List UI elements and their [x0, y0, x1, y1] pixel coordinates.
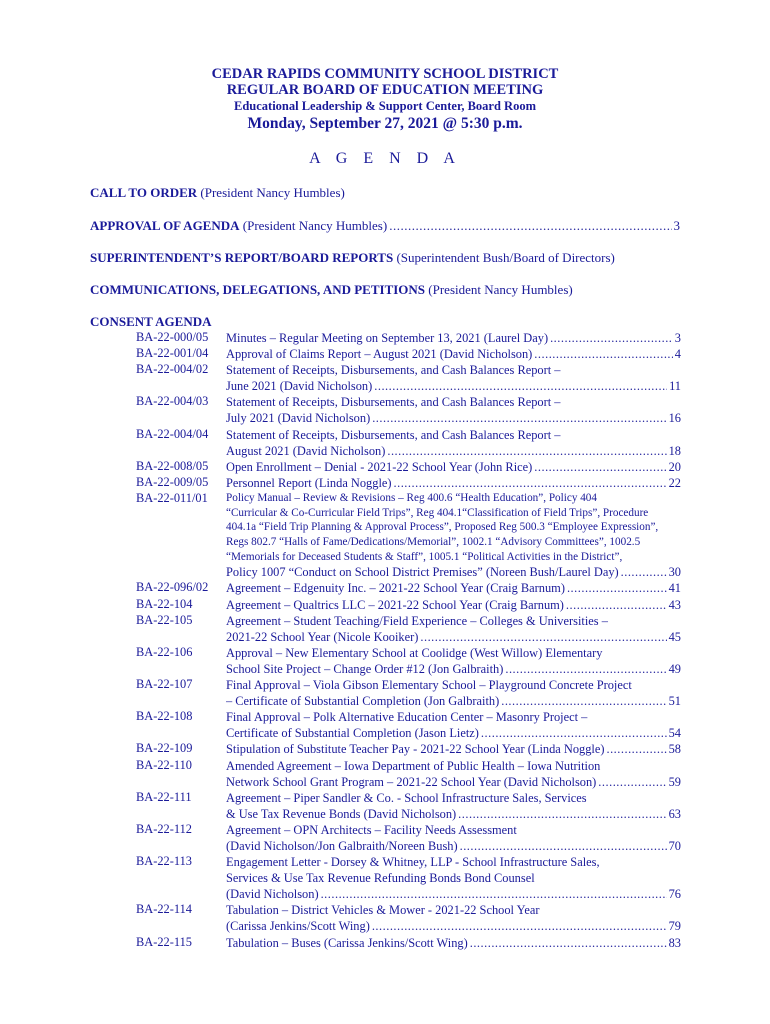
item-last-line	[226, 774, 681, 790]
item-text-line: Tabulation – District Vehicles & Mower - 2021-22 School Year	[226, 903, 540, 918]
item-description	[226, 427, 681, 459]
item-text-line: Statement of Receipts, Disbursements, and Cash Balances Report –	[226, 363, 561, 378]
item-text: (David Nicholson/Jon Galbraith/Noreen Bush)	[226, 838, 458, 853]
dot-leader	[470, 935, 667, 951]
item-code: BA-22-110	[136, 757, 192, 772]
item-text: (David Nicholson)	[226, 887, 319, 902]
item-text: Open Enrollment – Denial - 2021-22 School Year (John Rice)	[226, 459, 533, 474]
dot-leader	[606, 741, 666, 757]
item-code: BA-22-111	[136, 789, 192, 804]
item-text-line: Agreement – Piper Sandler & Co. - School Infrastructure Sales, Services	[226, 790, 587, 805]
item-text-line: Services & Use Tax Revenue Refunding Bonds Bond Counsel	[226, 871, 535, 886]
consent-item	[136, 459, 681, 475]
item-text: & Use Tax Revenue Bonds (David Nicholson)	[226, 806, 457, 821]
item-text-line: Agreement – Student Teaching/Field Experience – Colleges & Universities –	[226, 613, 608, 628]
item-description	[226, 854, 681, 902]
item-last-line	[226, 661, 681, 677]
item-text-line: Final Approval – Polk Alternative Education Center – Masonry Project –	[226, 710, 588, 725]
page-number: 22	[668, 475, 681, 490]
item-last-line	[226, 459, 681, 475]
item-text-line: 404.1a “Field Trip Planning & Approval Process”, Proposed Reg 500.3 “Employee Expression”,	[226, 521, 659, 534]
dot-leader	[387, 443, 666, 459]
consent-agenda-list	[136, 330, 681, 951]
section-label: APPROVAL OF AGENDA	[90, 218, 240, 233]
item-text-line: Amended Agreement – Iowa Department of Public Health – Iowa Nutrition	[226, 758, 601, 773]
item-code: BA-22-113	[136, 854, 192, 869]
item-description	[226, 935, 681, 951]
item-last-line	[226, 725, 681, 741]
page-number: 4	[674, 347, 681, 362]
item-text: 2021-22 School Year (Nicole Kooiker)	[226, 629, 419, 644]
item-code: BA-22-104	[136, 596, 193, 611]
item-text-line: Regs 802.7 “Halls of Fame/Dedications/Memorial”, 1002.1 “Advisory Committees”, 1002.5	[226, 536, 641, 548]
item-description	[226, 346, 681, 362]
dot-leader	[458, 806, 666, 822]
item-last-line	[226, 806, 681, 822]
item-text-line: Statement of Receipts, Disbursements, and Cash Balances Report –	[226, 427, 561, 442]
consent-item	[136, 645, 681, 677]
item-text: June 2021 (David Nicholson)	[226, 379, 373, 394]
dot-leader	[321, 886, 667, 902]
item-description	[226, 822, 681, 854]
dot-leader	[372, 918, 667, 934]
item-text: Minutes – Regular Meeting on September 13, 2021 (Laurel Day)	[226, 331, 549, 345]
dot-leader	[374, 378, 667, 394]
dot-leader	[501, 693, 666, 709]
dot-leader	[534, 346, 673, 362]
item-text-line: Engagement Letter - Dorsey & Whitney, LLP - School Infrastructure Sales,	[226, 855, 600, 870]
section-label: SUPERINTENDENT’S REPORT/BOARD REPORTS	[90, 250, 394, 265]
item-last-line	[226, 564, 681, 580]
section-presenter: (President Nancy Humbles)	[242, 218, 388, 233]
page-number: 59	[668, 774, 681, 789]
item-description	[226, 394, 681, 426]
page-number: 16	[668, 411, 681, 426]
consent-item	[136, 362, 681, 394]
item-description	[226, 790, 681, 822]
consent-item	[136, 597, 681, 613]
consent-item	[136, 758, 681, 790]
page-number: 70	[668, 838, 681, 853]
item-code: BA-22-108	[136, 709, 193, 724]
dot-leader	[372, 410, 666, 426]
item-last-line	[226, 935, 681, 951]
page-number: 83	[668, 935, 681, 950]
item-description	[226, 475, 681, 491]
item-description	[226, 758, 681, 790]
dot-leader	[550, 330, 673, 346]
dot-leader	[481, 725, 667, 741]
consent-item	[136, 491, 681, 581]
dot-leader	[566, 597, 667, 613]
item-last-line	[226, 330, 681, 346]
item-description	[226, 613, 681, 645]
consent-item	[136, 790, 681, 822]
page-number: 43	[668, 597, 681, 612]
page-number: 11	[669, 379, 681, 394]
item-description	[226, 902, 681, 934]
item-text: Approval of Claims Report – August 2021 (David Nicholson)	[226, 347, 533, 362]
item-text: August 2021 (David Nicholson)	[226, 443, 386, 458]
consent-item	[136, 475, 681, 491]
item-text-line: Final Approval – Viola Gibson Elementary School – Playground Concrete Project	[226, 678, 632, 693]
item-code: BA-22-004/04	[136, 426, 209, 441]
item-text-line: Policy Manual – Review & Revisions – Reg 400.6 “Health Education”, Policy 404	[226, 491, 597, 504]
page-number: 20	[668, 459, 681, 474]
dot-leader	[460, 838, 667, 854]
consent-item	[136, 346, 681, 362]
consent-item	[136, 330, 681, 346]
item-last-line	[226, 629, 681, 645]
item-code: BA-22-114	[136, 902, 192, 917]
dot-leader	[505, 661, 666, 677]
consent-item	[136, 427, 681, 459]
item-description	[226, 330, 681, 346]
item-last-line	[226, 378, 681, 394]
consent-item	[136, 854, 681, 902]
item-description	[226, 459, 681, 475]
item-last-line	[226, 443, 681, 459]
item-text-line: Agreement – OPN Architects – Facility Needs Assessment	[226, 822, 517, 837]
call-to-order	[90, 185, 680, 201]
meeting-datetime: Monday, September 27, 2021 @ 5:30 p.m.	[247, 115, 523, 132]
item-description	[226, 597, 681, 613]
page-number: 3	[673, 218, 680, 233]
item-description	[226, 645, 681, 677]
item-last-line	[226, 346, 681, 362]
item-text: (Carissa Jenkins/Scott Wing)	[226, 919, 370, 934]
dot-leader	[621, 564, 667, 580]
consent-item	[136, 822, 681, 854]
item-text: Agreement – Qualtrics LLC – 2021-22 School Year (Craig Barnum)	[226, 597, 564, 612]
agenda-title: A G E N D A	[309, 150, 461, 167]
item-code: BA-22-109	[136, 741, 193, 756]
consent-item	[136, 613, 681, 645]
consent-item	[136, 677, 681, 709]
item-description	[226, 677, 681, 709]
consent-item	[136, 709, 681, 741]
page-number: 45	[668, 629, 681, 644]
page-number: 54	[668, 726, 681, 741]
page-number: 63	[668, 806, 681, 821]
section-label: COMMUNICATIONS, DELEGATIONS, AND PETITIONS	[90, 282, 426, 297]
item-last-line	[226, 580, 681, 596]
item-description	[226, 491, 681, 581]
dot-leader	[389, 218, 671, 234]
item-text: Tabulation – Buses (Carissa Jenkins/Scott Wing)	[226, 935, 468, 950]
communications	[90, 282, 680, 298]
page-number: 18	[668, 443, 681, 458]
page-number: 79	[668, 919, 681, 934]
page-number: 41	[668, 581, 681, 596]
dot-leader	[534, 459, 666, 475]
item-last-line	[226, 918, 681, 934]
district-name: CEDAR RAPIDS COMMUNITY SCHOOL DISTRICT	[211, 66, 559, 82]
section-presenter: (President Nancy Humbles)	[428, 282, 573, 297]
consent-item	[136, 902, 681, 934]
consent-item	[136, 935, 681, 951]
item-text: School Site Project – Change Order #12 (Jon Galbraith)	[226, 661, 504, 676]
consent-item	[136, 394, 681, 426]
item-text: Certificate of Substantial Completion (Jason Lietz)	[226, 726, 479, 741]
item-code: BA-22-008/05	[136, 458, 209, 473]
dot-leader	[420, 629, 666, 645]
item-description	[226, 580, 681, 596]
page-number: 51	[668, 694, 681, 709]
item-text-line: “Memorials for Deceased Students & Staff”, 1005.1 “Political Activities in the District”,	[226, 550, 623, 563]
item-code: BA-22-096/02	[136, 580, 209, 595]
item-code: BA-22-112	[136, 821, 192, 836]
item-code: BA-22-011/01	[136, 490, 208, 505]
meeting-location: Educational Leadership & Support Center, Board Room	[234, 99, 536, 113]
item-last-line	[226, 886, 681, 902]
item-code: BA-22-106	[136, 644, 193, 659]
item-last-line	[226, 838, 681, 854]
meeting-title: REGULAR BOARD OF EDUCATION MEETING	[226, 82, 544, 98]
dot-leader	[598, 774, 666, 790]
item-description	[226, 741, 681, 757]
item-last-line	[226, 410, 681, 426]
item-text-line: “Curricular & Co-Curricular Field Trips”, Reg 404.1“Classification of Field Trips”, Procedure	[226, 506, 649, 519]
item-last-line	[226, 475, 681, 491]
item-code: BA-22-115	[136, 934, 192, 949]
item-text: Stipulation of Substitute Teacher Pay - 2021-22 School Year (Linda Noggle)	[226, 742, 605, 757]
consent-item	[136, 741, 681, 757]
item-text: – Certificate of Substantial Completion (Jon Galbraith)	[226, 694, 500, 709]
item-text: Agreement – Edgenuity Inc. – 2021-22 School Year (Craig Barnum)	[226, 581, 565, 596]
item-code: BA-22-004/03	[136, 394, 209, 409]
section-label: CALL TO ORDER	[90, 185, 198, 200]
item-code: BA-22-009/05	[136, 474, 209, 489]
item-text: Personnel Report (Linda Noggle)	[226, 475, 392, 490]
item-code: BA-22-105	[136, 612, 193, 627]
dot-leader	[567, 580, 667, 596]
consent-item	[136, 580, 681, 596]
page-number: 3	[674, 331, 681, 345]
page-number: 58	[668, 742, 681, 757]
item-text-line: Approval – New Elementary School at Coolidge (West Willow) Elementary	[226, 645, 603, 660]
consent-agenda-heading: CONSENT AGENDA	[90, 314, 212, 329]
page-number: 76	[668, 887, 681, 902]
superintendent-report	[90, 250, 680, 266]
item-text: July 2021 (David Nicholson)	[226, 411, 371, 426]
item-text-line: Statement of Receipts, Disbursements, and Cash Balances Report –	[226, 395, 561, 410]
item-code: BA-22-001/04	[136, 346, 209, 361]
item-description	[226, 362, 681, 394]
page-number: 30	[668, 565, 681, 580]
item-last-line	[226, 693, 681, 709]
dot-leader	[394, 475, 667, 491]
item-code: BA-22-107	[136, 677, 193, 692]
item-code: BA-22-000/05	[136, 330, 209, 344]
page-number: 49	[668, 661, 681, 676]
item-last-line	[226, 597, 681, 613]
approval-of-agenda	[90, 218, 680, 234]
section-presenter: (Superintendent Bush/Board of Directors)	[396, 250, 615, 265]
section-presenter: (President Nancy Humbles)	[200, 185, 345, 200]
item-code: BA-22-004/02	[136, 362, 209, 377]
item-description	[226, 709, 681, 741]
item-text: Network School Grant Program – 2021-22 School Year (David Nicholson)	[226, 774, 597, 789]
item-text: Policy 1007 “Conduct on School District Premises” (Noreen Bush/Laurel Day)	[226, 565, 619, 580]
item-last-line	[226, 741, 681, 757]
